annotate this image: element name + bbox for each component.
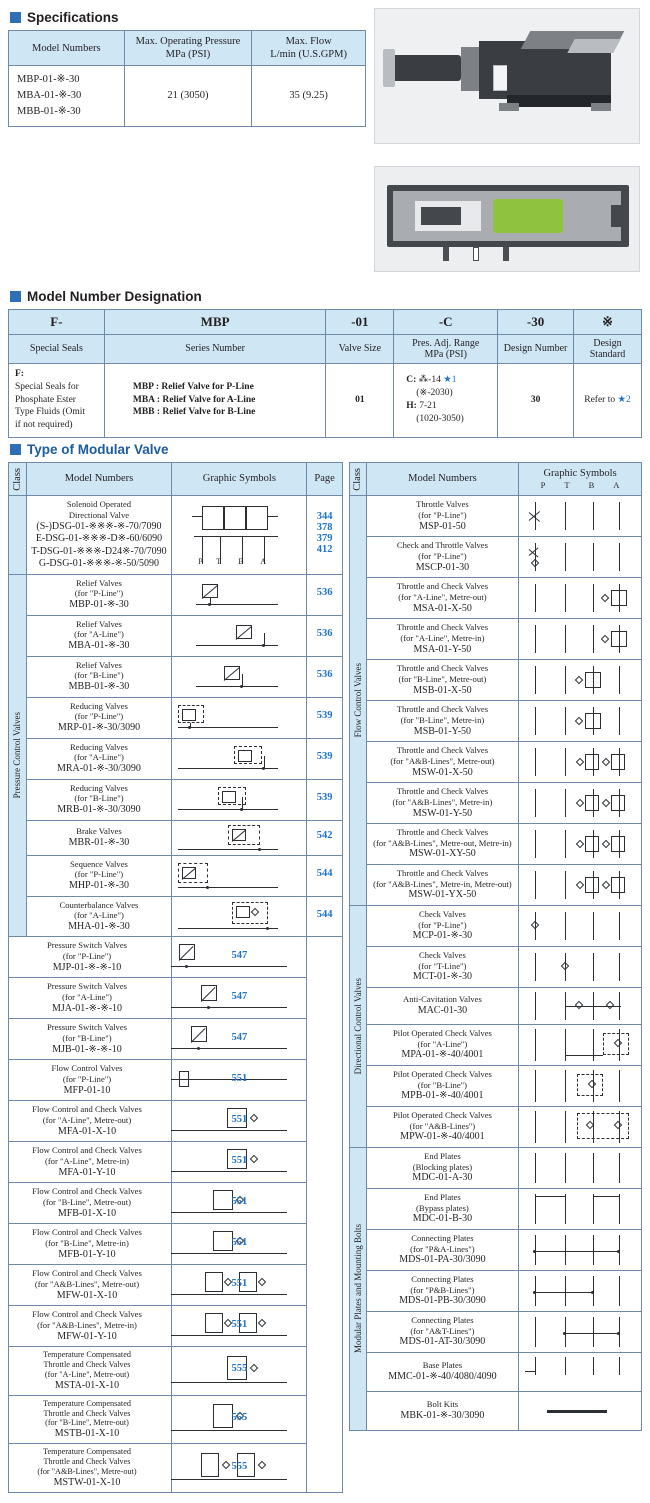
page-cell-msta: 555: [172, 1347, 307, 1396]
cell-max-pressure: 21 (3050): [124, 66, 252, 126]
table-row: [349, 1188, 641, 1229]
port-labels: P T B A: [540, 479, 620, 490]
table-row: [9, 1347, 343, 1396]
model-cell-mstb-wrap: Temperature Compensated Throttle and Check Valves (for "B-Line", Metre-out) MSTB-01-X-10: [9, 1395, 172, 1444]
model-cell-mfa-y-wrap: Flow Control and Check Valves (for "A-Line", Metre-in) MFA-01-Y-10: [9, 1142, 172, 1183]
symbol-cell-mha: [172, 896, 307, 937]
product-images-column: [374, 8, 642, 272]
table-row: [9, 1060, 343, 1101]
model-cell-msa-y: Throttle and Check Valves (for "A-Line", Metre-in) MSA-01-Y-50: [366, 619, 518, 660]
model-cell-msb-x: Throttle and Check Valves (for "B-Line", Metre-out) MSB-01-X-50: [366, 660, 518, 701]
table-row: [9, 1306, 343, 1347]
model-cell-mpa: Pilot Operated Check Valves (for "A-Line") MPA-01-※-40/4001: [366, 1024, 518, 1065]
header-models-right: Model Numbers: [366, 462, 518, 496]
model-cell-mfa-x-wrap: Flow Control and Check Valves (for "A-Line", Metre-out) MFA-01-X-10: [9, 1101, 172, 1142]
page-cell-mfb-y: 551: [172, 1224, 307, 1265]
model-number-designation-table: [8, 309, 642, 438]
modular-valve-left-table: [8, 462, 343, 1493]
page-cell-dsg: 344 378 379 412: [307, 496, 342, 574]
table-header-row: [349, 462, 641, 496]
symbol-cell-mbp: [172, 574, 307, 615]
table-row: [349, 987, 641, 1024]
label-pressure-range: Pres. Adj. Range MPa (PSI): [394, 334, 498, 363]
model-cell-msp: Throttle Valves (for "P-Line") MSP-01-50: [366, 496, 518, 537]
model-cell-mfp-wrap: Flow Control Valves (for "P-Line") MFP-01-10: [9, 1060, 172, 1101]
table-row: [9, 1265, 343, 1306]
table-header-row: [9, 462, 343, 496]
table-row: [9, 1395, 343, 1444]
table-row: [349, 1065, 641, 1106]
page-cell-mstw: 555: [172, 1444, 307, 1493]
model-cell-msw-x: Throttle and Check Valves (for "A&B-Lines", Metre-out) MSW-01-X-50: [366, 742, 518, 783]
page-cell-mrp: 539: [307, 697, 342, 738]
table-row: [349, 864, 641, 905]
symbol-cell-msb-x: [519, 660, 642, 701]
product-photo: [374, 8, 640, 144]
page-cell-mbb: 536: [307, 656, 342, 697]
symbol-cell-msp: [519, 496, 642, 537]
symbol-cell-mhp: [172, 855, 307, 896]
model-cell-mac: Anti-Cavitation Valves MAC-01-30: [366, 987, 518, 1024]
label-design-standard: Design Standard: [574, 334, 642, 363]
page-cell-mja: 547: [172, 978, 307, 1019]
header-class-left: Class: [9, 462, 27, 496]
code-design-standard: ※: [574, 309, 642, 334]
modular-valve-left-column: [8, 462, 343, 1493]
cell-design-number: 30: [498, 363, 574, 437]
table-row: [349, 1147, 641, 1188]
table-row: [349, 1229, 641, 1270]
col-model-numbers: Model Numbers: [9, 31, 125, 66]
modular-valve-right-table: [349, 462, 642, 1431]
section-title-model-number: Model Number Designation: [27, 288, 202, 304]
model-cell-mpw: Pilot Operated Check Valves (for "A&B-Lines") MPW-01-※-40/4001: [366, 1106, 518, 1147]
table-row: [349, 578, 641, 619]
model-cell-mfb-x-wrap: Flow Control and Check Valves (for "B-Line", Metre-out) MFB-01-X-10: [9, 1183, 172, 1224]
table-row: [9, 937, 343, 978]
model-cell-mba: Relief Valves (for "A-Line") MBA-01-※-30: [26, 615, 172, 656]
page-cell-mjb: 547: [172, 1019, 307, 1060]
cell-special-seals: F: Special Seals for Phosphate Ester Type Fluids (Omit if not required): [9, 363, 105, 437]
symbol-cell-msw-yx: [519, 864, 642, 905]
symbol-cell-mpa: [519, 1024, 642, 1065]
code-valve-size: -01: [326, 309, 394, 334]
symbol-cell-mbk: [519, 1391, 642, 1430]
table-row: [9, 779, 343, 820]
symbol-cell-mrp: [172, 697, 307, 738]
table-row: [9, 615, 343, 656]
model-cell-mha: Counterbalance Valves (for "A-Line") MHA-01-※-30: [26, 896, 172, 937]
table-header-row: [9, 31, 366, 66]
model-cell-mds-pa: Connecting Plates (for "P&A-Lines") MDS-01-PA-30/3090: [366, 1229, 518, 1270]
modular-valve-tables: [8, 462, 642, 1493]
model-cell-mscp: Check and Throttle Valves (for "P-Line") MSCP-01-30: [366, 537, 518, 578]
header-page-left: Page: [307, 462, 342, 496]
page-cell-mfw-y: 551: [172, 1306, 307, 1347]
class-cell-pressure-control: Pressure Control Valves: [9, 574, 27, 937]
table-row: [349, 905, 641, 946]
model-cell-msb-y: Throttle and Check Valves (for "B-Line", Metre-in) MSB-01-Y-50: [366, 701, 518, 742]
model-cell-mds-pb: Connecting Plates (for "P&B-Lines") MDS-01-PB-30/3090: [366, 1270, 518, 1311]
cell-valve-size: 01: [326, 363, 394, 437]
model-cell-mct: Check Valves (for "T-Line") MCT-01-※-30: [366, 946, 518, 987]
page-cell-mfp: 551: [172, 1060, 307, 1101]
label-special-seals: Special Seals: [9, 334, 105, 363]
symbol-cell-mpw: [519, 1106, 642, 1147]
square-bullet-icon: [10, 12, 21, 23]
symbol-cell-msb-y: [519, 701, 642, 742]
symbol-cell-mds-at: [519, 1311, 642, 1352]
symbol-cell-mdc-b: [519, 1188, 642, 1229]
table-row: [349, 701, 641, 742]
symbol-cell-mmc: [519, 1352, 642, 1391]
square-bullet-icon: [10, 291, 21, 302]
table-row: [9, 978, 343, 1019]
page-cell-mra: 539: [307, 738, 342, 779]
model-cell-mbk: Bolt Kits MBK-01-※-30/3090: [366, 1391, 518, 1430]
model-cell-mbp: Relief Valves (for "P-Line") MBP-01-※-30: [26, 574, 172, 615]
model-cell-mrp: Reducing Valves (for "P-Line") MRP-01-※-30/3090: [26, 697, 172, 738]
symbol-cell-msw-x: [519, 742, 642, 783]
model-cell-dsg: Solenoid Operated Directional Valve (S-)DSG-01-※※※-※-70/7090 E-DSG-01-※※※-D※-60/6090 T-DSG-01-※※※-D24※-70/7090 G-DSG-01-※※※-※-50/5090: [26, 496, 172, 574]
symbol-cell-msa-x: [519, 578, 642, 619]
model-cell-mdc-a: End Plates (Blocking plates) MDC-01-A-30: [366, 1147, 518, 1188]
table-row: [349, 742, 641, 783]
table-row: [349, 946, 641, 987]
table-row: [9, 1444, 343, 1493]
symbol-cell-msw-y: [519, 783, 642, 824]
model-cell-mds-at: Connecting Plates (for "A&T-Lines") MDS-01-AT-30/3090: [366, 1311, 518, 1352]
model-cell-mdc-b: End Plates (Bypass plates) MDC-01-B-30: [366, 1188, 518, 1229]
model-cell-mstw-wrap: Temperature Compensated Throttle and Check Valves (for "A&B-Lines", Metre-out) MSTW-01-X-10: [9, 1444, 172, 1493]
table-row: [9, 1142, 343, 1183]
table-row: [349, 783, 641, 824]
symbol-cell-mct: [519, 946, 642, 987]
model-label-row: [9, 334, 642, 363]
model-cell-mja-wrap: Pressure Switch Valves (for "A-Line") MJA-01-※-※-10: [9, 978, 172, 1019]
class-cell-blank: [9, 496, 27, 574]
model-cell-msa-x: Throttle and Check Valves (for "A-Line", Metre-out) MSA-01-X-50: [366, 578, 518, 619]
table-row: [349, 1106, 641, 1147]
table-row: [9, 820, 343, 855]
label-valve-size: Valve Size: [326, 334, 394, 363]
square-bullet-icon: [10, 444, 21, 455]
section-heading-model-number: [10, 289, 642, 304]
model-cell-mfw-x-wrap: Flow Control and Check Valves (for "A&B-Lines", Metre-out) MFW-01-X-10: [9, 1265, 172, 1306]
model-cell-mbr: Brake Valves MBR-01-※-30: [26, 820, 172, 855]
symbol-cell-mds-pa: [519, 1229, 642, 1270]
symbol-cell-mscp: [519, 537, 642, 578]
code-pressure-range: -C: [394, 309, 498, 334]
class-cell-modular-plates: Modular Plates and Mounting Bolts: [349, 1147, 366, 1430]
class-cell-directional-control: Directional Control Valves: [349, 905, 366, 1147]
model-cell-mbb: Relief Valves (for "B-Line") MBB-01-※-30: [26, 656, 172, 697]
table-row: [9, 1101, 343, 1142]
table-row: [9, 574, 343, 615]
header-symbols-left: Graphic Symbols: [172, 462, 307, 496]
table-row: [349, 619, 641, 660]
col-max-pressure: Max. Operating Pressure MPa (PSI): [124, 31, 252, 66]
table-row: [9, 1183, 343, 1224]
page-cell-mstb: 555: [172, 1395, 307, 1444]
model-cell-mfw-y-wrap: Flow Control and Check Valves (for "A&B-Lines", Metre-in) MFW-01-Y-10: [9, 1306, 172, 1347]
model-cell-msw-yx: Throttle and Check Valves (for "A&B-Lines", Metre-in, Metre-out) MSW-01-YX-50: [366, 864, 518, 905]
model-cell-mrb: Reducing Valves (for "B-Line") MRB-01-※-30/3090: [26, 779, 172, 820]
page-cell-mbp: 536: [307, 574, 342, 615]
page-cell-mfa-y: 551: [172, 1142, 307, 1183]
header-class-right: Class: [349, 462, 366, 496]
section-title-specifications: Specifications: [27, 10, 119, 25]
table-row: [9, 855, 343, 896]
model-cell-mfb-y-wrap: Flow Control and Check Valves (for "B-Line", Metre-in) MFB-01-Y-10: [9, 1224, 172, 1265]
cell-model-numbers: MBP-01-※-30 MBA-01-※-30 MBB-01-※-30: [9, 66, 125, 126]
specifications-table: [8, 30, 366, 127]
table-row: [9, 66, 366, 126]
page-cell-mjp: 547: [172, 937, 307, 978]
model-body-row: [9, 363, 642, 437]
model-cell-mra: Reducing Valves (for "A-Line") MRA-01-※-30/3090: [26, 738, 172, 779]
page-cell-mfb-x: 551: [172, 1183, 307, 1224]
code-design-number: -30: [498, 309, 574, 334]
code-special-seals: F-: [9, 309, 105, 334]
symbol-cell-mpb: [519, 1065, 642, 1106]
header-models-left: Model Numbers: [26, 462, 172, 496]
model-cell-mmc: Base Plates MMC-01-※-40/4080/4090: [366, 1352, 518, 1391]
table-row: [9, 738, 343, 779]
symbol-cell-mrb: [172, 779, 307, 820]
symbol-cell-mbb: [172, 656, 307, 697]
table-row: [349, 824, 641, 865]
cross-section-diagram: [374, 166, 640, 272]
cell-design-standard: Refer to ★2: [574, 363, 642, 437]
model-cell-mhp: Sequence Valves (for "P-Line") MHP-01-※-30: [26, 855, 172, 896]
page-cell-mha: 544: [307, 896, 342, 937]
table-row: [9, 656, 343, 697]
section-heading-modular-valve: [10, 442, 642, 457]
symbol-cell-mds-pb: [519, 1270, 642, 1311]
header-symbols-right: Graphic Symbols P T B A: [519, 462, 642, 496]
table-row: [9, 896, 343, 937]
page-cell-mbr: 542: [307, 820, 342, 855]
code-series-number: MBP: [104, 309, 326, 334]
table-row: [349, 1311, 641, 1352]
symbol-cell-msa-y: [519, 619, 642, 660]
symbol-cell-mdc-a: [519, 1147, 642, 1188]
model-cell-msw-xy: Throttle and Check Valves (for "A&B-Lines", Metre-out, Metre-in) MSW-01-XY-50: [366, 824, 518, 865]
table-row: [349, 496, 641, 537]
page-cell-mfa-x: 551: [172, 1101, 307, 1142]
model-cell-mcp: Check Valves (for "P-Line") MCP-01-※-30: [366, 905, 518, 946]
model-cell-mpb: Pilot Operated Check Valves (for "B-Line") MPB-01-※-40/4001: [366, 1065, 518, 1106]
table-row: [9, 1019, 343, 1060]
specifications-wrap: [8, 30, 368, 127]
symbol-cell-dsg: P T B A: [172, 496, 307, 574]
table-row: [9, 496, 343, 574]
model-cell-mjb-wrap: Pressure Switch Valves (for "B-Line") MJB-01-※-※-10: [9, 1019, 172, 1060]
label-design-number: Design Number: [498, 334, 574, 363]
symbol-cell-mcp: [519, 905, 642, 946]
model-cell-msw-y: Throttle and Check Valves (for "A&B-Lines", Metre-in) MSW-01-Y-50: [366, 783, 518, 824]
table-row: [349, 1352, 641, 1391]
model-cell-mjp-wrap: Pressure Switch Valves (for "P-Line") MJP-01-※-※-10: [9, 937, 172, 978]
symbol-cell-mra: [172, 738, 307, 779]
symbol-cell-mba: [172, 615, 307, 656]
page-cell-mrb: 539: [307, 779, 342, 820]
table-row: [349, 1024, 641, 1065]
symbol-cell-mbr: [172, 820, 307, 855]
page-cell-mba: 536: [307, 615, 342, 656]
table-row: [349, 1270, 641, 1311]
model-code-row: [9, 309, 642, 334]
model-cell-msta-wrap: Temperature Compensated Throttle and Check Valves (for "A-Line", Metre-out) MSTA-01-X-10: [9, 1347, 172, 1396]
symbol-cell-mac: [519, 987, 642, 1024]
class-cell-flow-control: Flow Control Valves: [349, 496, 366, 906]
col-max-flow: Max. Flow L/min (U.S.GPM): [252, 31, 366, 66]
symbol-cell-msw-xy: [519, 824, 642, 865]
table-row: [349, 1391, 641, 1430]
modular-valve-right-column: [349, 462, 642, 1493]
cell-series-number: MBP : Relief Valve for P-Line MBA : Relief Valve for A-Line MBB : Relief Valve for B-Line: [104, 363, 326, 437]
table-row: [9, 697, 343, 738]
table-row: [349, 660, 641, 701]
page-cell-mfw-x: 551: [172, 1265, 307, 1306]
section-title-modular-valve: Type of Modular Valve: [27, 441, 169, 457]
page-cell-mhp: 544: [307, 855, 342, 896]
label-series-number: Series Number: [104, 334, 326, 363]
table-row: [349, 537, 641, 578]
cell-max-flow: 35 (9.25): [252, 66, 366, 126]
table-row: [9, 1224, 343, 1265]
cell-pressure-range: C: ⁂-14 ★1 (※-2030) H: 7-21 (1020-3050): [394, 363, 498, 437]
